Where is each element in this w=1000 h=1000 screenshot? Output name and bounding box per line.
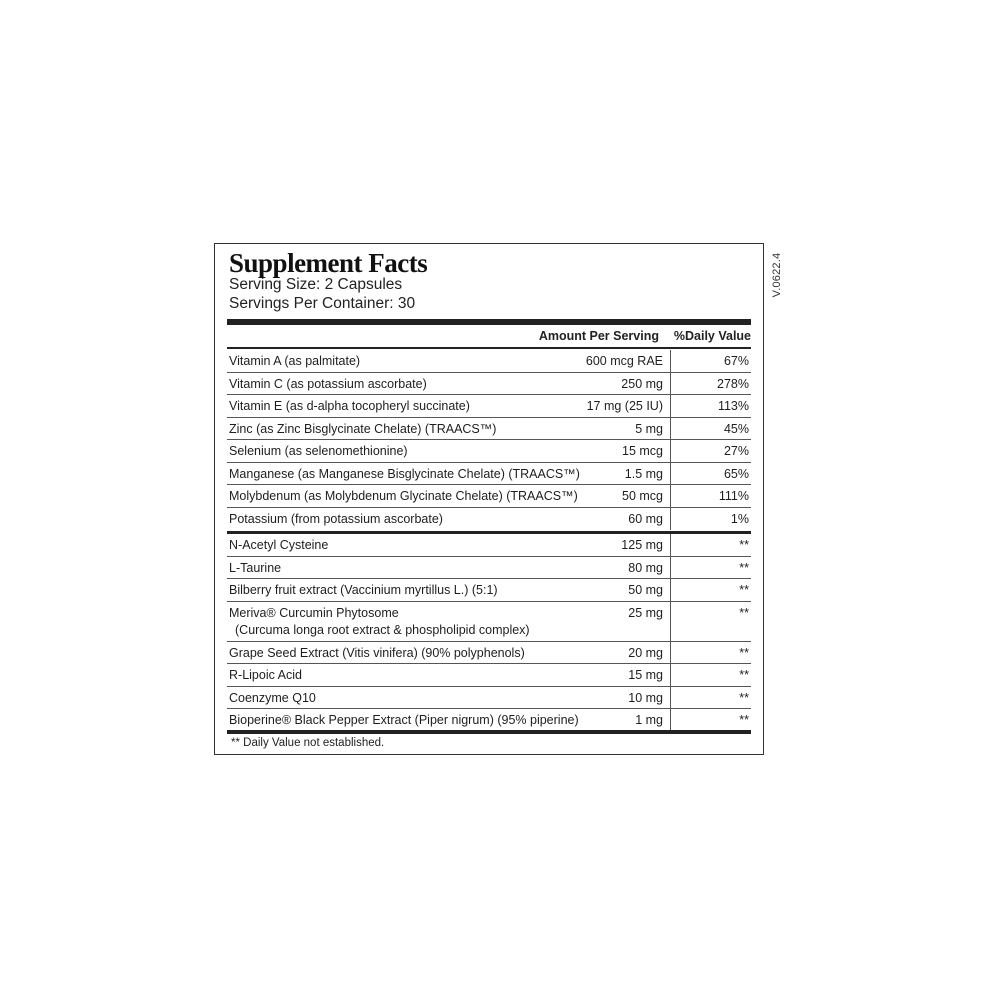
amount-per-serving: 50 mg (628, 583, 663, 597)
daily-value: 45% (723, 421, 749, 436)
amount-per-serving: 17 mg (25 IU) (586, 399, 663, 413)
bottom-rule (227, 730, 751, 734)
ingredient-name: Manganese (as Manganese Bisglycinate Chelate) (TRAACS™) (229, 466, 580, 481)
daily-value: ** (739, 690, 749, 705)
ingredient-name: Vitamin C (as potassium ascorbate) (229, 376, 427, 391)
ingredient-name: Grape Seed Extract (Vitis vinifera) (90% polyphenols) (229, 645, 525, 660)
table-row (227, 557, 751, 580)
table-row (227, 709, 751, 732)
ingredient-name: Coenzyme Q10 (229, 690, 316, 705)
top-rule (227, 319, 751, 325)
table-row (227, 463, 751, 486)
column-divider (670, 440, 671, 462)
column-divider (670, 485, 671, 507)
table-row (227, 579, 751, 602)
table-row (227, 602, 751, 642)
amount-per-serving: 600 mcg RAE (585, 354, 663, 368)
column-divider (670, 373, 671, 395)
ingredient-name: Potassium (from potassium ascorbate) (229, 511, 443, 526)
daily-value: ** (739, 713, 749, 727)
serving-size: Serving Size: 2 Capsules (229, 276, 403, 293)
daily-value: ** (739, 605, 749, 620)
footnote: ** Daily Value not established. (231, 737, 385, 749)
table-row (227, 395, 751, 418)
amount-per-serving: 15 mg (628, 668, 663, 682)
version-code (767, 252, 787, 298)
table-row (227, 642, 751, 665)
ingredient-name: Vitamin E (as d-alpha tocopheryl succinate) (229, 399, 470, 413)
table-row (227, 534, 751, 557)
ingredient-name-detail: (Curcuma longa root extract & phospholipid complex) (235, 622, 530, 637)
column-divider (670, 664, 671, 686)
table-row (227, 350, 751, 373)
column-divider (670, 418, 671, 440)
column-divider (670, 642, 671, 664)
daily-value: ** (739, 645, 749, 660)
daily-value: ** (739, 668, 749, 682)
ingredient-name: R-Lipoic Acid (229, 668, 302, 682)
column-divider (670, 463, 671, 485)
header-amount: Amount Per Serving (538, 329, 659, 343)
amount-per-serving: 10 mg (628, 690, 663, 705)
amount-per-serving: 5 mg (635, 421, 663, 436)
ingredient-name: Selenium (as selenomethionine) (229, 444, 408, 458)
daily-value: ** (739, 538, 749, 552)
supplement-facts-panel (214, 243, 764, 755)
ingredient-name: Bilberry fruit extract (Vaccinium myrtillus L.) (5:1) (229, 583, 498, 597)
nutrient-rows (227, 350, 751, 530)
servings-per-container: Servings Per Container: 30 (229, 295, 416, 312)
column-divider (670, 395, 671, 417)
table-row (227, 440, 751, 463)
table-row (227, 373, 751, 396)
amount-per-serving: 250 mg (621, 376, 663, 391)
column-divider (670, 687, 671, 709)
header-daily-value: %Daily Value (673, 329, 751, 343)
amount-per-serving: 1 mg (635, 713, 663, 727)
ingredient-name: Molybdenum (as Molybdenum Glycinate Chelate) (TRAACS™) (229, 489, 578, 503)
header-rule (227, 347, 751, 349)
panel-title: Supplement Facts (229, 248, 428, 278)
daily-value: 65% (723, 466, 749, 481)
daily-value: ** (739, 583, 749, 597)
daily-value: ** (739, 560, 749, 575)
amount-per-serving: 80 mg (628, 560, 663, 575)
column-divider (670, 579, 671, 601)
amount-per-serving: 1.5 mg (624, 466, 663, 481)
amount-per-serving: 25 mg (628, 605, 663, 620)
ingredient-name: N-Acetyl Cysteine (229, 538, 329, 552)
column-divider (670, 602, 671, 641)
column-divider (670, 709, 671, 732)
ingredient-rows (227, 534, 751, 732)
ingredient-name: L-Taurine (229, 560, 282, 575)
daily-value: 113% (717, 399, 749, 413)
version-code-text: V.0622.4 (771, 252, 783, 298)
daily-value: 1% (730, 511, 749, 526)
daily-value: 111% (718, 489, 749, 503)
amount-per-serving: 125 mg (621, 538, 663, 552)
amount-per-serving: 50 mcg (622, 489, 663, 503)
daily-value: 27% (723, 444, 749, 458)
ingredient-name: Zinc (as Zinc Bisglycinate Chelate) (TRAACS™) (229, 421, 497, 436)
daily-value: 278% (717, 376, 749, 391)
table-row (227, 418, 751, 441)
table-row (227, 508, 751, 531)
ingredient-name: Vitamin A (as palmitate) (229, 354, 361, 368)
table-row (227, 485, 751, 508)
amount-per-serving: 15 mcg (622, 444, 663, 458)
amount-per-serving: 20 mg (628, 645, 663, 660)
amount-per-serving: 60 mg (628, 511, 663, 526)
column-divider (670, 508, 671, 531)
ingredient-name: Bioperine® Black Pepper Extract (Piper nigrum) (95% piperine) (229, 713, 579, 727)
daily-value: 67% (723, 354, 749, 368)
column-divider (670, 534, 671, 556)
column-divider (670, 350, 671, 372)
column-divider (670, 557, 671, 579)
table-row (227, 664, 751, 687)
table-row (227, 687, 751, 710)
ingredient-name: Meriva® Curcumin Phytosome (229, 605, 399, 620)
